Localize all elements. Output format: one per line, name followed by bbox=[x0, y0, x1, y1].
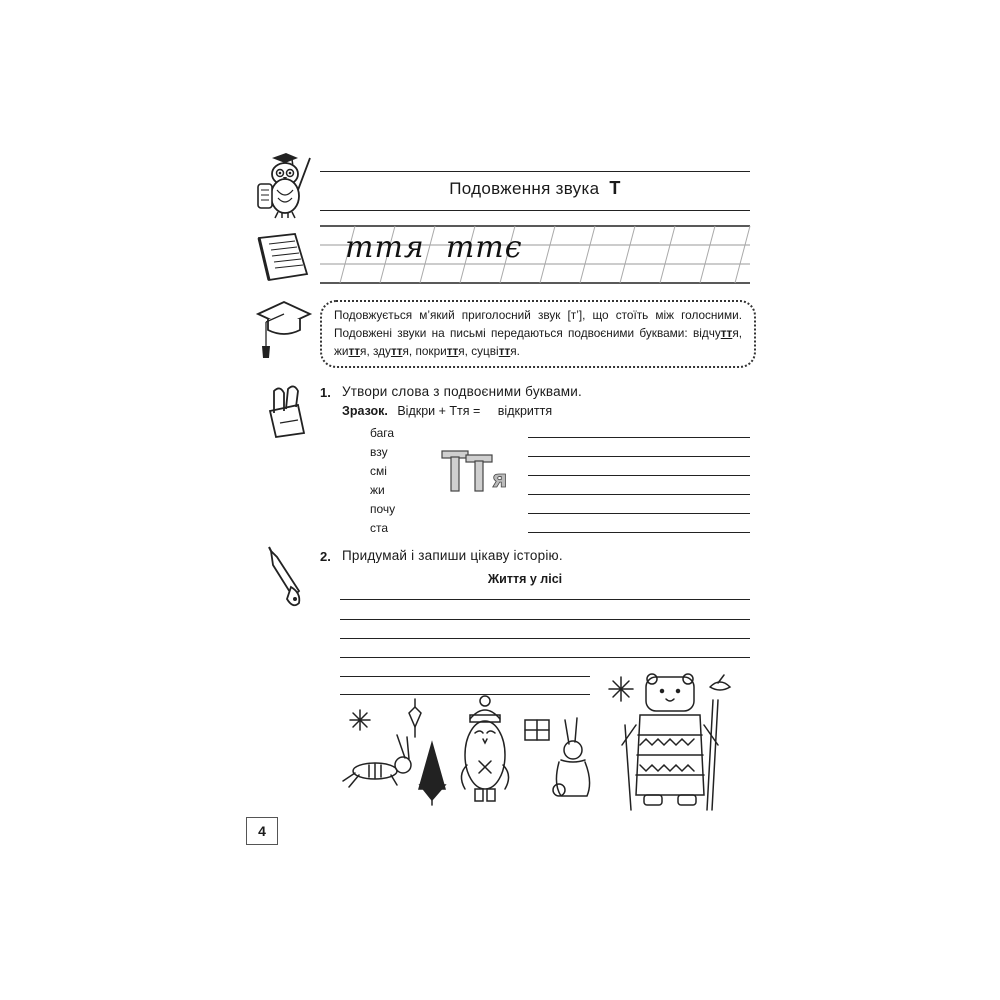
header-bottom-line bbox=[320, 210, 750, 211]
rule-info-box: Подовжується м’який приголосний звук [т’], що стоїть між голосними. Подовжені звуки на письмі передаються подвоєними буквами: відчуття, життя, здуття, покриття, суцвіття. bbox=[320, 300, 756, 368]
header-top-line bbox=[320, 171, 750, 172]
word-part: взу bbox=[370, 445, 388, 459]
bird-icon bbox=[710, 675, 730, 690]
exercise-1-task: Утвори слова з подвоєними буквами. bbox=[342, 384, 582, 399]
gift-box-icon bbox=[525, 720, 549, 740]
answer-line-3[interactable] bbox=[528, 475, 750, 476]
story-line-4[interactable] bbox=[340, 657, 750, 658]
answer-line-4[interactable] bbox=[528, 494, 750, 495]
answer-line-6[interactable] bbox=[528, 532, 750, 533]
exercise-2-task: Придумай і запиши цікаву історію. bbox=[342, 548, 563, 563]
story-line-3[interactable] bbox=[340, 638, 750, 639]
story-line-2[interactable] bbox=[340, 619, 750, 620]
owl-teacher-icon bbox=[252, 150, 316, 220]
sitting-rabbit-icon bbox=[553, 718, 590, 796]
page-number: 4 bbox=[246, 817, 278, 845]
notebook-icon bbox=[255, 230, 313, 282]
snowflake-icon bbox=[350, 710, 370, 730]
page-title: Подовження звука Т bbox=[449, 178, 621, 198]
ornament-icon bbox=[409, 699, 421, 737]
pen-icon bbox=[265, 547, 305, 609]
answer-line-2[interactable] bbox=[528, 456, 750, 457]
owl-in-hat-icon bbox=[461, 696, 508, 801]
pine-tree-icon bbox=[419, 743, 445, 805]
example-3: здуття bbox=[373, 344, 409, 358]
word-part: ста bbox=[370, 521, 389, 535]
word-part: жи bbox=[370, 483, 385, 497]
story-line-1[interactable] bbox=[340, 599, 750, 600]
snowflake-icon bbox=[609, 677, 633, 701]
word-part: смі bbox=[370, 464, 387, 478]
word-part: почу bbox=[370, 502, 396, 516]
wooden-letters-tty-icon bbox=[440, 447, 516, 493]
running-rabbit-icon bbox=[343, 735, 411, 787]
exercise-2-number: 2. bbox=[320, 549, 331, 564]
story-title: Життя у лісі bbox=[487, 572, 563, 586]
answer-line-5[interactable] bbox=[528, 513, 750, 514]
exercise-1-sample: Зразок. Відкри + Ття = відкриття bbox=[342, 404, 553, 418]
example-2: життя bbox=[334, 344, 367, 358]
example-4: покриття bbox=[415, 344, 465, 358]
answer-line-1[interactable] bbox=[528, 437, 750, 438]
exercise-1-number: 1. bbox=[320, 385, 331, 400]
example-1: відчуття bbox=[692, 326, 739, 340]
word-part: бага bbox=[370, 426, 395, 440]
example-5: суцвіття bbox=[471, 344, 517, 358]
word-parts-list bbox=[370, 424, 395, 538]
bear-in-sweater-icon bbox=[622, 674, 718, 805]
winter-animals-illustration bbox=[335, 665, 755, 820]
graduation-cap-icon bbox=[256, 296, 312, 362]
svg-text:я: я bbox=[492, 465, 508, 493]
binder-clip-icon bbox=[260, 383, 310, 439]
calligraphy-sample: ття ттє bbox=[345, 230, 523, 265]
